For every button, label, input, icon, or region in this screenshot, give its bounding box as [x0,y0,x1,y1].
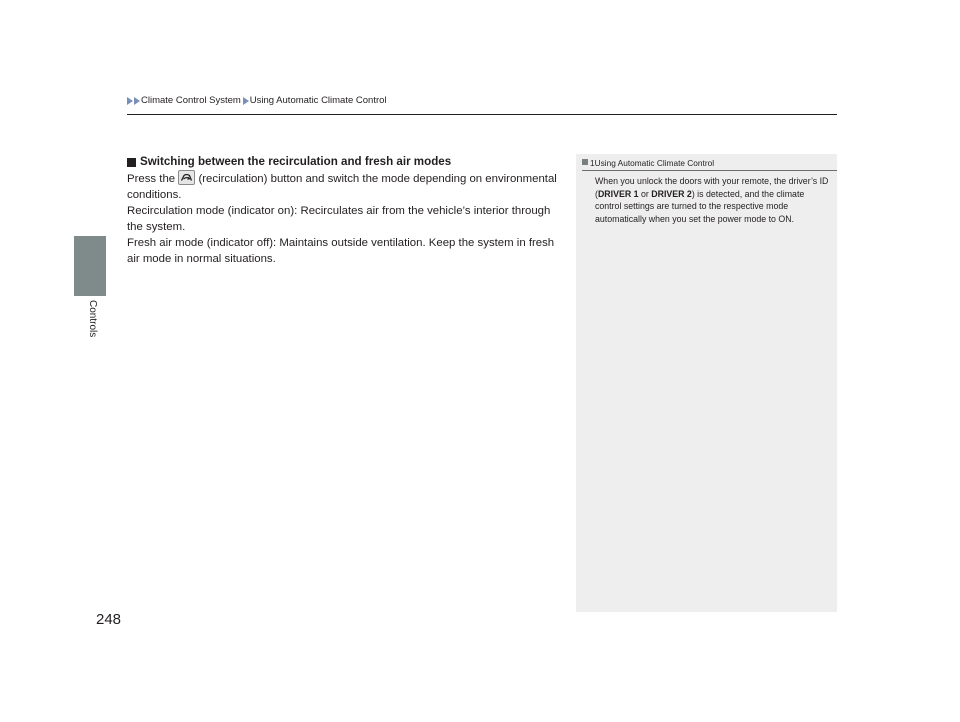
breadcrumb-arrow-icon [134,97,140,105]
header-rule [127,114,837,115]
section-label: Controls [87,300,98,338]
breadcrumb-arrow-icon [243,97,249,105]
main-content [127,154,557,267]
paragraph-recirculation-button [127,170,557,203]
recirculation-icon [178,170,195,185]
note-ref-number: 1 [590,158,595,168]
note-body-text: When you unlock the doors with your remote, the driver’s ID ( [595,176,829,199]
heading-bullet-icon [127,158,136,167]
note-title-text: Using Automatic Climate Control [594,158,715,168]
note-reference-icon [582,159,588,165]
sidebar-note [576,154,837,612]
paragraph-recirculation-mode: Recirculation mode (indicator on): Recirculates air from the vehicle’s interior through the system. [127,205,551,233]
para1-text: Press the [127,173,179,185]
paragraph-fresh-air-mode: Fresh air mode (indicator off): Maintains outside ventilation. Keep the system in fresh air mode in normal situations. [127,237,555,265]
note-or-text: or [638,188,652,199]
section-heading-text: Switching between the recirculation and fresh air modes [140,155,452,168]
breadcrumb-level2[interactable]: Using Automatic Climate Control [249,95,387,106]
driver1-label: DRIVER 1 [597,188,639,199]
note-title [582,158,714,168]
breadcrumb-level1[interactable]: Climate Control System [141,95,241,106]
note-body [595,175,833,226]
driver2-label: DRIVER 2 [651,188,692,199]
breadcrumb [127,95,387,106]
breadcrumb-arrow-icon [127,97,133,105]
note-divider [582,170,837,171]
page-number: 248 [96,611,122,628]
note-body-text-end: ) is detected, and the climate control settings are turned to the respective mode automatically when you set the power mode to ON. [595,188,805,225]
para1-text-after: (recirculation) button and switch the mode depending on environmental conditions. [127,173,557,201]
section-tab [74,236,106,296]
section-heading [127,154,557,170]
